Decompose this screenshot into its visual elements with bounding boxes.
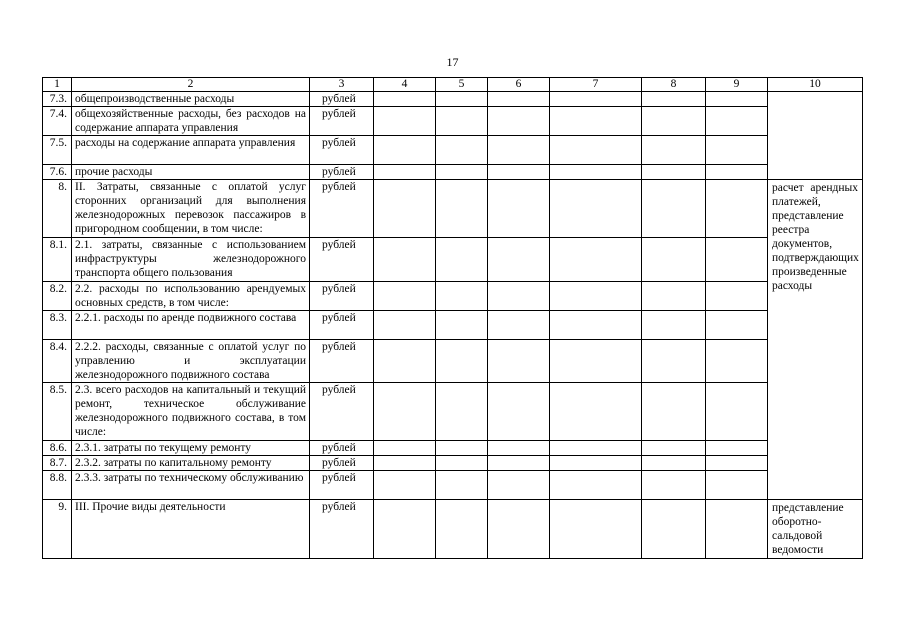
table-row [43, 107, 863, 136]
table-row [43, 383, 863, 441]
empty-cell [550, 92, 642, 107]
header-cell: 2 [72, 78, 310, 92]
row-unit: рублей [310, 180, 374, 238]
empty-cell [706, 238, 768, 282]
header-row [43, 78, 863, 92]
empty-cell [488, 282, 550, 311]
row-description: прочие расходы [72, 165, 310, 180]
empty-cell [642, 383, 706, 441]
row-number: 9. [43, 500, 72, 559]
empty-cell [436, 107, 488, 136]
row-number: 8.1. [43, 238, 72, 282]
row-number: 7.5. [43, 136, 72, 165]
header-cell: 6 [488, 78, 550, 92]
row-unit: рублей [310, 136, 374, 165]
empty-cell [488, 311, 550, 340]
empty-cell [642, 500, 706, 559]
row-description: 2.3. всего расходов на капитальный и текущий ремонт, техническое обслуживание железнодорожного подвижного состава, в том числе: [72, 383, 310, 441]
row-number: 8. [43, 180, 72, 238]
empty-cell [436, 311, 488, 340]
empty-cell [488, 340, 550, 383]
empty-cell [374, 500, 436, 559]
empty-cell [374, 136, 436, 165]
row-number: 8.7. [43, 456, 72, 471]
empty-cell [488, 180, 550, 238]
empty-cell [374, 92, 436, 107]
empty-cell [488, 471, 550, 500]
empty-cell [706, 340, 768, 383]
header-cell: 7 [550, 78, 642, 92]
page-number: 17 [446, 55, 459, 69]
row-unit: рублей [310, 165, 374, 180]
table-row [43, 471, 863, 500]
empty-cell [374, 456, 436, 471]
empty-cell [436, 136, 488, 165]
empty-cell [550, 238, 642, 282]
empty-cell [374, 165, 436, 180]
row-number: 7.6. [43, 165, 72, 180]
row-number: 8.2. [43, 282, 72, 311]
empty-cell [642, 238, 706, 282]
empty-cell [642, 441, 706, 456]
row-number: 8.4. [43, 340, 72, 383]
note-section-8: расчет арендных платежей, представление реестра документов, подтверждающих произведенные расходы [768, 180, 863, 500]
empty-cell [436, 180, 488, 238]
empty-cell [550, 471, 642, 500]
empty-cell [436, 383, 488, 441]
row-description: общепроизводственные расходы [72, 92, 310, 107]
empty-cell [706, 383, 768, 441]
table-row [43, 500, 863, 559]
empty-cell [550, 340, 642, 383]
row-unit: рублей [310, 340, 374, 383]
empty-cell [436, 441, 488, 456]
row-unit: рублей [310, 311, 374, 340]
row-description: 2.3.2. затраты по капитальному ремонту [72, 456, 310, 471]
empty-cell [436, 471, 488, 500]
empty-cell [374, 238, 436, 282]
row-description: III. Прочие виды деятельности [72, 500, 310, 559]
header-cell: 1 [43, 78, 72, 92]
table-row [43, 340, 863, 383]
empty-cell [436, 238, 488, 282]
empty-cell [488, 441, 550, 456]
row-description: II. Затраты, связанные с оплатой услуг сторонних организаций для выполнения железнодорожных перевозок пассажиров в пригородном сообщении, в том числе: [72, 180, 310, 238]
table-row [43, 441, 863, 456]
row-unit: рублей [310, 383, 374, 441]
empty-cell [642, 456, 706, 471]
empty-cell [488, 383, 550, 441]
row-description: 2.2.2. расходы, связанные с оплатой услуг по управлению и эксплуатации железнодорожного подвижного состава [72, 340, 310, 383]
row-unit: рублей [310, 471, 374, 500]
empty-cell [436, 456, 488, 471]
empty-cell [550, 311, 642, 340]
empty-cell [374, 441, 436, 456]
table-row [43, 136, 863, 165]
row-number: 8.6. [43, 441, 72, 456]
row-unit: рублей [310, 500, 374, 559]
table-row [43, 238, 863, 282]
empty-cell [642, 311, 706, 340]
empty-cell [706, 311, 768, 340]
row-number: 8.3. [43, 311, 72, 340]
empty-cell [436, 282, 488, 311]
row-description: 2.1. затраты, связанные с использованием инфраструктуры железнодорожного транспорта общего пользования [72, 238, 310, 282]
empty-cell [374, 107, 436, 136]
empty-cell [706, 180, 768, 238]
header-cell: 8 [642, 78, 706, 92]
row-description: 2.2. расходы по использованию арендуемых основных средств, в том числе: [72, 282, 310, 311]
empty-cell [488, 92, 550, 107]
row-number: 8.8. [43, 471, 72, 500]
empty-cell [436, 500, 488, 559]
empty-cell [488, 165, 550, 180]
table-row [43, 180, 863, 238]
empty-cell [642, 136, 706, 165]
expense-table [42, 77, 863, 559]
empty-cell [642, 180, 706, 238]
empty-cell [706, 107, 768, 136]
empty-cell [374, 340, 436, 383]
row-unit: рублей [310, 282, 374, 311]
empty-cell [374, 311, 436, 340]
empty-cell [488, 107, 550, 136]
empty-cell [374, 383, 436, 441]
empty-cell [706, 500, 768, 559]
row-number: 7.3. [43, 92, 72, 107]
row-number: 7.4. [43, 107, 72, 136]
empty-cell [374, 180, 436, 238]
table-row [43, 165, 863, 180]
row-number: 8.5. [43, 383, 72, 441]
empty-cell [488, 238, 550, 282]
row-unit: рублей [310, 92, 374, 107]
row-description: 2.2.1. расходы по аренде подвижного состава [72, 311, 310, 340]
empty-cell [706, 92, 768, 107]
empty-cell [550, 441, 642, 456]
row-unit: рублей [310, 441, 374, 456]
empty-cell [550, 500, 642, 559]
note-cell-blank [768, 92, 863, 180]
table-row [43, 456, 863, 471]
header-cell: 5 [436, 78, 488, 92]
empty-cell [642, 107, 706, 136]
table-row [43, 282, 863, 311]
header-cell: 9 [706, 78, 768, 92]
empty-cell [550, 165, 642, 180]
empty-cell [642, 92, 706, 107]
header-cell: 3 [310, 78, 374, 92]
empty-cell [550, 136, 642, 165]
empty-cell [642, 165, 706, 180]
header-cell: 10 [768, 78, 863, 92]
empty-cell [436, 165, 488, 180]
row-unit: рублей [310, 107, 374, 136]
empty-cell [706, 456, 768, 471]
table-row [43, 311, 863, 340]
empty-cell [488, 456, 550, 471]
header-cell: 4 [374, 78, 436, 92]
row-unit: рублей [310, 238, 374, 282]
empty-cell [706, 136, 768, 165]
row-unit: рублей [310, 456, 374, 471]
row-description: расходы на содержание аппарата управления [72, 136, 310, 165]
row-description: 2.3.1. затраты по текущему ремонту [72, 441, 310, 456]
empty-cell [706, 165, 768, 180]
empty-cell [706, 282, 768, 311]
empty-cell [706, 441, 768, 456]
empty-cell [550, 383, 642, 441]
row-description: общехозяйственные расходы, без расходов на содержание аппарата управления [72, 107, 310, 136]
empty-cell [642, 340, 706, 383]
note-section-9: представление оборотно-сальдовой ведомости [768, 500, 863, 559]
empty-cell [642, 471, 706, 500]
empty-cell [374, 471, 436, 500]
empty-cell [488, 500, 550, 559]
empty-cell [374, 282, 436, 311]
empty-cell [706, 471, 768, 500]
empty-cell [436, 340, 488, 383]
empty-cell [550, 107, 642, 136]
empty-cell [550, 282, 642, 311]
table-row [43, 92, 863, 107]
empty-cell [642, 282, 706, 311]
empty-cell [488, 136, 550, 165]
empty-cell [436, 92, 488, 107]
row-description: 2.3.3. затраты по техническому обслуживанию [72, 471, 310, 500]
empty-cell [550, 456, 642, 471]
empty-cell [550, 180, 642, 238]
